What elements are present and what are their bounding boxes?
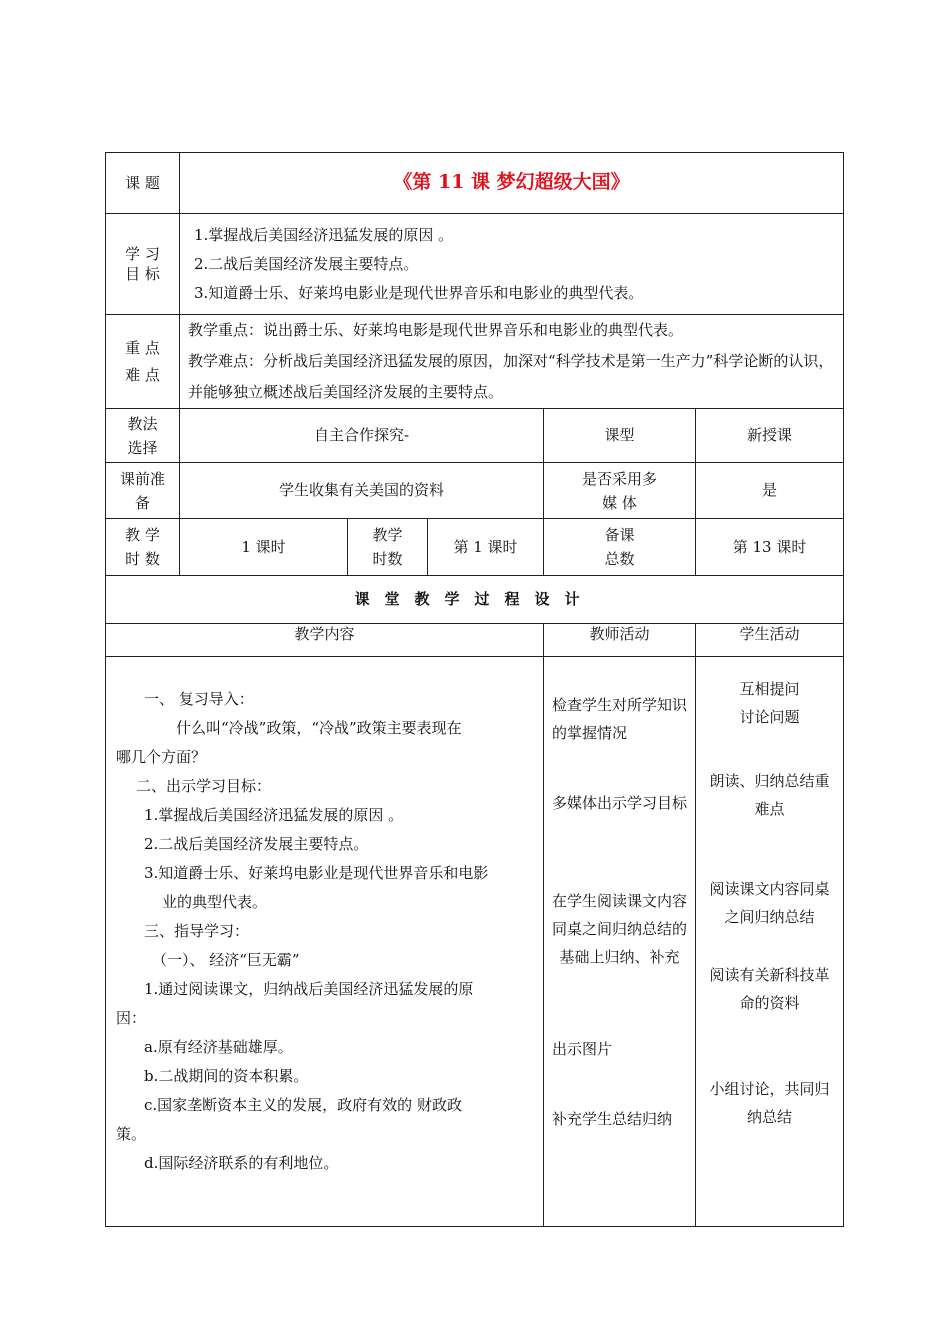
media-value: 是	[696, 463, 844, 519]
teach-hours-label: 教学 时数	[348, 519, 428, 576]
student-activity: 朗读、归纳总结重难点	[709, 772, 830, 818]
teaching-content-cell	[106, 657, 544, 1227]
content-line: 3.知道爵士乐、好莱坞电影业是现代世界音乐和电影	[144, 864, 489, 882]
col-student-header: 学生活动	[696, 624, 844, 657]
method-value: 自主合作探究-	[180, 409, 544, 463]
keypoints-row	[106, 315, 844, 409]
content-line: 1.掌握战后美国经济迅猛发展的原因 。	[144, 806, 404, 824]
student-activity: 互相提问 讨论问题	[739, 680, 800, 726]
type-label: 课型	[544, 409, 696, 463]
content-line: b.二战期间的资本积累。	[144, 1067, 309, 1085]
content-line: 策。	[116, 1125, 147, 1143]
difficult-point-text: 教学难点：分析战后美国经济迅猛发展的原因，加深对“科学技术是第一生产力”科学论断的认识，并能够独立概述战后美国经济发展的主要特点。	[188, 352, 834, 401]
method-label: 教法 选择	[106, 409, 180, 463]
prep-total-label: 备课 总数	[544, 519, 696, 576]
objectives-row	[106, 214, 844, 315]
content-line: c.国家垄断资本主义的发展，政府有效的 财政政	[144, 1096, 462, 1114]
content-line: 1.通过阅读课文，归纳战后美国经济迅猛发展的原	[144, 980, 474, 998]
teacher-activity: 检查学生对所学知识的掌握情况	[552, 696, 688, 742]
content-line: 一、 复习导入：	[144, 690, 254, 708]
teacher-activity: 在学生阅读课文内容同桌之间归纳总结的基础上归纳、补充	[552, 892, 688, 966]
process-heading-row	[106, 576, 844, 624]
topic-row	[106, 153, 844, 214]
teach-hours-value: 第 1 课时	[428, 519, 544, 576]
col-content-header: 教学内容	[106, 624, 544, 657]
content-line: a.原有经济基础雄厚。	[144, 1038, 293, 1056]
teacher-activity: 多媒体出示学习目标	[552, 794, 688, 812]
keypoints-cell	[180, 315, 844, 409]
col-teacher-header: 教师活动	[544, 624, 696, 657]
content-line: d.国际经济联系的有利地位。	[144, 1154, 339, 1172]
hours-label: 教 学 时 数	[106, 519, 180, 576]
objective-3: 3.知道爵士乐、好莱坞电影业是现代世界音乐和电影业的典型代表。	[194, 283, 644, 302]
student-activity-cell	[696, 657, 844, 1227]
objective-2: 2.二战后美国经济发展主要特点。	[194, 254, 419, 273]
hours-row	[106, 519, 844, 576]
content-line: 哪几个方面？	[116, 748, 207, 766]
lesson-plan-table	[105, 152, 844, 1227]
lesson-title: 《第 11 课 梦幻超级大国》	[180, 153, 844, 214]
content-line: 业的典型代表。	[162, 893, 268, 911]
process-columns-row	[106, 624, 844, 657]
method-row	[106, 409, 844, 463]
teacher-activity: 出示图片	[552, 1040, 613, 1058]
media-label: 是否采用多 媒 体	[544, 463, 696, 519]
content-line: 三、指导学习：	[144, 922, 250, 940]
student-activity: 阅读课文内容同桌之间归纳总结	[709, 880, 830, 926]
content-line: （一）、 经济“巨无霸”	[152, 951, 300, 969]
objectives-cell	[180, 214, 844, 315]
prep-label: 课前准 备	[106, 463, 180, 519]
content-line: 什么叫“冷战”政策，“冷战”政策主要表现在	[176, 719, 462, 737]
prep-total-value: 第 13 课时	[696, 519, 844, 576]
keypoints-label: 重 点 难 点	[106, 315, 180, 409]
topic-label: 课 题	[106, 153, 180, 214]
content-line: 2.二战后美国经济发展主要特点。	[144, 835, 369, 853]
prep-row	[106, 463, 844, 519]
content-line: 因：	[116, 1009, 147, 1027]
process-body-row	[106, 657, 844, 1227]
key-point-text: 教学重点：说出爵士乐、好莱坞电影是现代世界音乐和电影业的典型代表。	[188, 321, 684, 339]
content-line: 二、出示学习目标：	[136, 777, 272, 795]
type-value: 新授课	[696, 409, 844, 463]
process-heading: 课堂教学过程设计	[106, 576, 844, 624]
hours-value: 1 课时	[180, 519, 348, 576]
objectives-label: 学 习 目 标	[106, 214, 180, 315]
student-activity: 小组讨论，共同归纳总结	[709, 1080, 830, 1126]
teacher-activity: 补充学生总结归纳	[552, 1110, 673, 1128]
prep-value: 学生收集有关美国的资料	[180, 463, 544, 519]
teacher-activity-cell	[544, 657, 696, 1227]
student-activity: 阅读有关新科技革命的资料	[709, 966, 830, 1012]
objective-1: 1.掌握战后美国经济迅猛发展的原因 。	[194, 225, 454, 244]
